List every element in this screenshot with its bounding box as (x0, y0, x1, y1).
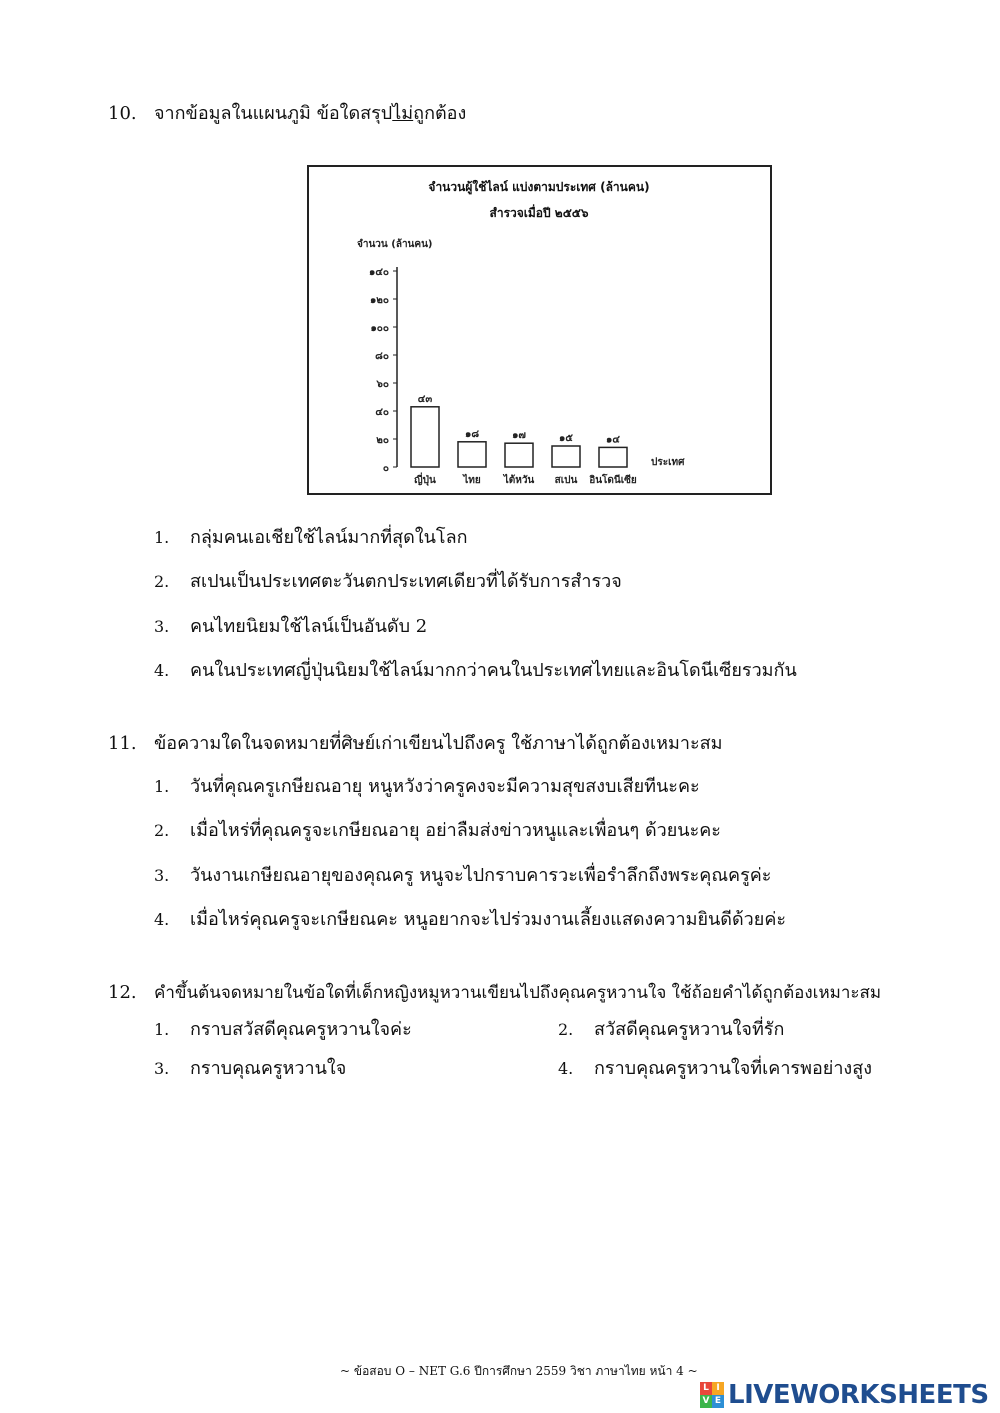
underlined-word: ไม่ (392, 103, 414, 124)
bar-value-label: ๔๓ (417, 393, 433, 405)
chart-title: จำนวนผู้ใช้ไลน์ แบ่งตามประเทศ (ล้านคน) (428, 180, 650, 194)
option-number: 2. (154, 572, 170, 591)
option-number: 4. (154, 910, 170, 929)
option-number: 3. (154, 1059, 170, 1078)
bar-chart (307, 165, 772, 495)
bar (599, 447, 627, 467)
option-text: เมื่อไหร่ที่คุณครูจะเกษียณอายุ อย่าลืมส่งข่าวหนูและเพื่อนๆ ด้วยนะคะ (190, 820, 721, 841)
question-text: จากข้อมูลในแผนภูมิ ข้อใดสรุปไม่ถูกต้อง (154, 103, 467, 124)
y-tick-label: ๐ (382, 463, 389, 474)
option-number: 3. (154, 617, 170, 636)
y-tick-label: ๑๐๐ (370, 323, 389, 334)
option-text: เมื่อไหร่คุณครูจะเกษียณคะ หนูอยากจะไปร่วมงานเลี้ยงแสดงความยินดีด้วยค่ะ (190, 909, 787, 930)
x-axis-label: ประเทศ (651, 457, 685, 468)
category-label: สเปน (554, 475, 578, 486)
liveworksheets-logo[interactable] (700, 1380, 989, 1410)
chart-subtitle: สำรวจเมื่อปี ๒๕๕๖ (489, 206, 589, 220)
option-text: กลุ่มคนเอเชียใช้ไลน์มากที่สุดในโลก (190, 527, 468, 548)
option-number: 1. (154, 1020, 170, 1039)
category-label: ไต้หวัน (503, 475, 535, 486)
option-number: 3. (154, 866, 170, 885)
bar-value-label: ๑๕ (559, 433, 573, 444)
category-label: อินโดนีเซีย (589, 475, 637, 486)
bar (505, 443, 533, 467)
option-number: 2. (558, 1020, 574, 1039)
logo-mark-letter: E (712, 1395, 724, 1408)
y-tick-label: ๘๐ (375, 351, 389, 362)
option-text: กราบสวัสดีคุณครูหวานใจค่ะ (190, 1019, 412, 1040)
bar (411, 407, 439, 467)
bar (552, 446, 580, 467)
option-text: วันที่คุณครูเกษียณอายุ หนูหวังว่าครูคงจะมีความสุขสงบเสียทีนะคะ (190, 776, 700, 797)
option-text: กราบคุณครูหวานใจที่เคารพอย่างสูง (594, 1058, 872, 1079)
option-number: 2. (154, 821, 170, 840)
page-footer: ~ ข้อสอบ O – NET G.6 ปีการศึกษา 2559 วิชา ภาษาไทย หน้า 4 ~ (340, 1364, 698, 1378)
option-text: สวัสดีคุณครูหวานใจที่รัก (594, 1019, 785, 1040)
bar-value-label: ๑๘ (464, 428, 480, 440)
option-text: วันงานเกษียณอายุของคุณครู หนูจะไปกราบคารวะเพื่อรำลึกถึงพระคุณครูค่ะ (190, 865, 772, 886)
bar (458, 442, 486, 467)
category-label: ไทย (463, 475, 481, 486)
option-text: คนในประเทศญี่ปุ่นนิยมใช้ไลน์มากกว่าคนในประเทศไทยและอินโดนีเซียรวมกัน (190, 660, 797, 681)
question-number: 11. (108, 733, 137, 754)
option-text: กราบคุณครูหวานใจ (190, 1058, 347, 1079)
question-number: 10. (108, 103, 137, 124)
logo-mark-letter: L (700, 1382, 712, 1395)
logo-mark-letter: V (700, 1395, 712, 1408)
y-tick-label: ๖๐ (376, 379, 389, 390)
question-text: คำขึ้นต้นจดหมายในข้อใดที่เด็กหญิงหมูหวานเขียนไปถึงคุณครูหวานใจ ใช้ถ้อยคำได้ถูกต้องเหมาะสม (154, 983, 882, 1003)
option-number: 4. (558, 1059, 574, 1078)
option-number: 4. (154, 661, 170, 680)
logo-mark-letter: I (712, 1382, 724, 1395)
category-label: ญี่ปุ่น (414, 475, 436, 486)
y-tick-label: ๒๐ (376, 435, 389, 446)
option-number: 1. (154, 777, 170, 796)
y-axis-label: จำนวน (ล้านคน) (357, 239, 433, 250)
y-tick-label: ๑๔๐ (368, 267, 389, 278)
option-number: 1. (154, 528, 170, 547)
logo-text: LIVEWORKSHEETS (728, 1380, 989, 1410)
logo-mark-icon (700, 1382, 724, 1408)
question-text: ข้อความใดในจดหมายที่ศิษย์เก่าเขียนไปถึงครู ใช้ภาษาได้ถูกต้องเหมาะสม (154, 733, 723, 754)
option-text: คนไทยนิยมใช้ไลน์เป็นอันดับ 2 (190, 616, 428, 637)
question-number: 12. (108, 982, 137, 1003)
y-tick-label: ๑๒๐ (369, 295, 389, 306)
bar-value-label: ๑๔ (606, 434, 620, 446)
option-text: สเปนเป็นประเทศตะวันตกประเทศเดียวที่ได้รับการสำรวจ (190, 571, 622, 592)
bar-value-label: ๑๗ (512, 430, 526, 442)
chart-svg (309, 167, 770, 493)
y-tick-label: ๔๐ (375, 407, 389, 418)
